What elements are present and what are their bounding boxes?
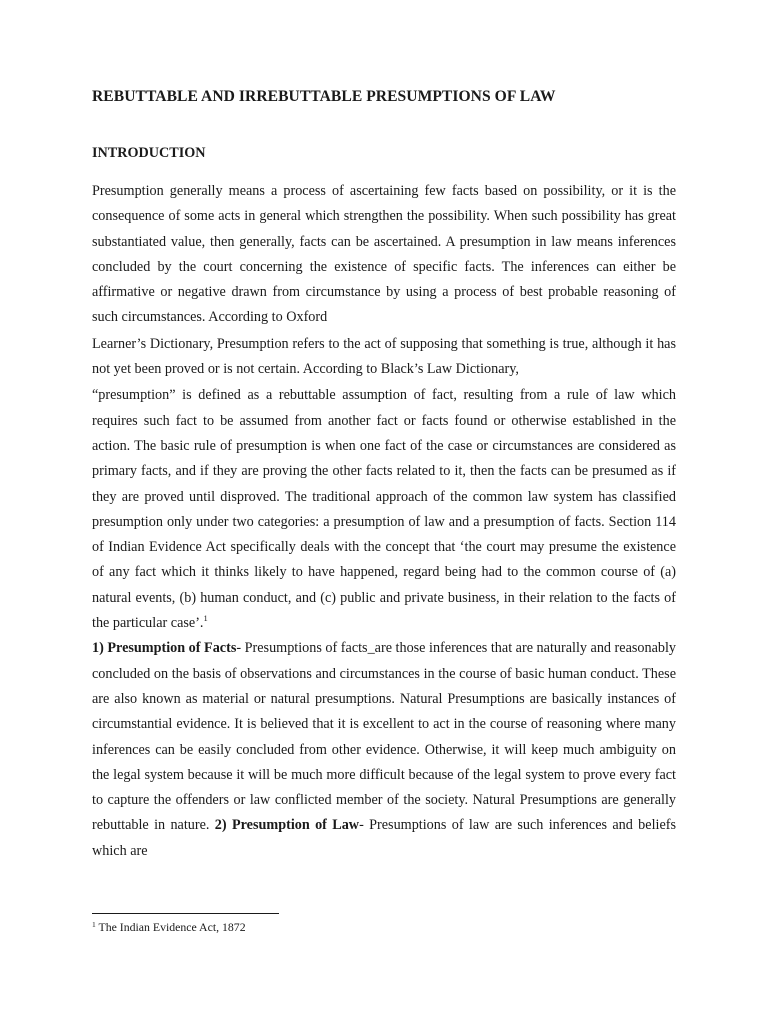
paragraph-text: Presumption generally means a process of ascertaining few facts based on possibility, or it is the consequence of some acts in general which strengthen the possibility. When such possibility has great substantiated value, then generally, facts can be ascertained. A presumption in law means inferences concluded by the court concerning the existence of specific facts. The inferences can either be affirmative or negative drawn from circumstance by using a process of best probable reasoning of such circumstances. According to Oxford: [92, 183, 676, 326]
footnote-reference[interactable]: 1: [203, 613, 208, 624]
footnote-divider: [92, 913, 279, 914]
section-heading: INTRODUCTION: [92, 145, 206, 161]
presumption-of-law-text: - Presumptions of law are such inferences and beliefs which are: [92, 817, 676, 859]
presumption-of-facts-text: - Presumptions of facts_are those inferences that are naturally and reasonably concluded on the basis of observations and circumstances in the course of basic human conduct. These are also known as material or natural presumptions. Natural Presumptions are basically instances of circumstantial evidence. It is believed that it is excellent to act in the course of reasoning where many inferences can be easily concluded from other evidence. Otherwise, it will keep much ambiguity on the legal system because it will be much more difficult because of the legal system to prove every fact to capture the offenders or law conflicted member of the society. Natural Presumptions are generally rebuttable in nature.: [92, 640, 677, 834]
document-title: REBUTTABLE AND IRREBUTTABLE PRESUMPTIONS OF LAW: [92, 88, 556, 105]
paragraph-dictionary: [92, 332, 676, 383]
paragraph-text: “presumption” is defined as a rebuttable assumption of fact, resulting from a rule of law which requires such fact to be assumed from another fact or facts found or otherwise established in the action. The basic rule of presumption is when one fact of the case or circumstances are considered as primary facts, and if they are proving the other facts related to it, then the facts can be presumed as if they are proved until disproved. The traditional approach of the common law system has classified presumption only under two categories: a presumption of law and a presumption of facts. Section 114 of Indian Evidence Act specifically deals with the concept that ‘the court may presume the existence of any fact which it thinks likely to have happened, regard being had to the common course of (a) natural events, (b) human conduct, and (c) public and private business, in their relation to the facts of the particular case’.: [92, 387, 676, 632]
paragraph-introduction: [92, 179, 676, 331]
footnote-number: 1: [92, 920, 96, 929]
presumption-of-law-label: Presumption of Law: [231, 817, 360, 834]
footnote: [92, 920, 246, 935]
document-page: [92, 0, 676, 1024]
footnote-text: The Indian Evidence Act, 1872: [98, 920, 246, 934]
document-body: [92, 179, 676, 864]
presumption-of-law-number: 2): [214, 817, 227, 834]
paragraph-definition: [92, 383, 676, 636]
paragraph-presumption-types: [92, 636, 676, 864]
paragraph-text: Learner’s Dictionary, Presumption refers to the act of supposing that something is true, although it has not yet been proved or is not certain. According to Black’s Law Dictionary,: [92, 335, 676, 378]
presumption-of-facts-label: 1) Presumption of Facts: [92, 640, 237, 657]
